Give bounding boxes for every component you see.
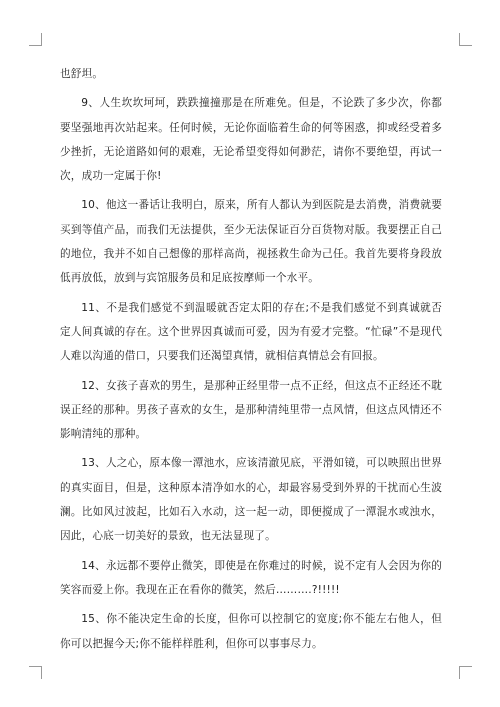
paragraph-9: 9、人生坎坎坷坷，跌跌撞撞那是在所难免。但是，不论跌了多少次，你都要坚强地再次站起来。任何时候，无论你面临着生命的何等困惑，抑或经受着多少挫折，无论道路如何的艰难，无论希望变得如何渺茫，请你不要绝望，再试一次，成功一定属于你!	[60, 97, 442, 183]
document-body	[60, 62, 442, 661]
paragraph-11: 11、不是我们感觉不到温暖就否定太阳的存在;不是我们感觉不到真诚就否定人间真诚的存在。这个世界因真诚而可爱，因为有爱才完整。“忙碌”不是现代人难以沟通的借口，只要我们还渴望真情，就相信真情总会有回报。	[60, 301, 442, 363]
crop-mark-bottom-left	[29, 666, 42, 679]
crop-mark-top-right	[459, 33, 472, 46]
paragraph-15: 15、你不能决定生命的长度，但你可以控制它的宽度;你不能左右他人，但你可以把握今天;你不能样样胜利，但你可以事事尽力。	[60, 613, 442, 650]
paragraph-continuation: 也舒坦。	[60, 68, 104, 80]
paragraph-13: 13、人之心，原本像一潭池水，应该清澈见底，平滑如镜，可以映照出世界的真实面目，但是，这种原本清净如水的心，却最容易受到外界的干扰而心生波澜。比如风过波起，比如石入水动，这一起一动，即便搅成了一潭混水或浊水，因此，心底一切美好的景致，也无法显现了。	[60, 457, 442, 543]
paragraph-12: 12、女孩子喜欢的男生，是那种正经里带一点不正经，但这点不正经还不耽误正经的那种。男孩子喜欢的女生，是那种清纯里带一点风情，但这点风情还不影响清纯的那种。	[60, 379, 442, 441]
paragraph-10: 10、他这一番话让我明白，原来，所有人都认为到医院是去消费，消费就要买到等值产品，而我们无法提供，至少无法保证百分百货物对版。我要摆正自己的地位，我并不如自己想像的那样高尚，视拯救生命为己任。我首先要将身段放低再放低，放到与宾馆服务员和足底按摩师一个水平。	[60, 199, 442, 285]
paragraph-14: 14、永远都不要停止微笑，即使是在你难过的时候，说不定有人会因为你的笑容而爱上你。我现在正在看你的微笑，然后……….?!!!!!	[60, 559, 442, 596]
crop-mark-top-left	[29, 33, 42, 46]
crop-mark-bottom-right	[459, 666, 472, 679]
